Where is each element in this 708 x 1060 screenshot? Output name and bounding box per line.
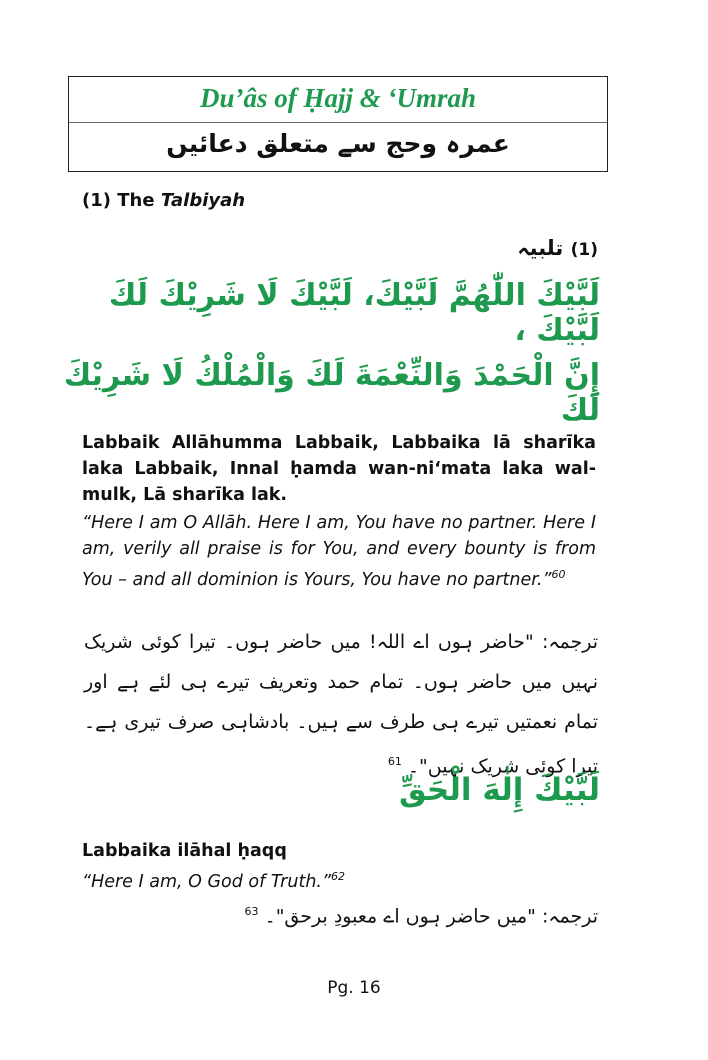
urdu-section-number: (1)	[570, 240, 598, 260]
talbiyah-arabic-line-2: إِنَّ الْحَمْدَ وَالنِّعْمَةَ لَكَ وَالْمُلْكُ لَا شَرِيْكَ لَكَ	[63, 358, 600, 428]
second-dua-arabic: لَبَّيْكَ إِلٰهَ الْحَقِّ	[398, 772, 600, 808]
footnote-ref: 63	[244, 905, 259, 918]
footnote-ref: 62	[331, 870, 346, 883]
second-dua-translation	[82, 864, 596, 895]
footnote-ref: 61	[387, 755, 402, 768]
second-dua-translation-text: “Here I am, O God of Truth.”	[82, 871, 332, 892]
talbiyah-urdu-translation	[84, 622, 598, 786]
talbiyah-arabic-line-1: لَبَّيْكَ اللّٰهُمَّ لَبَّيْكَ، لَبَّيْكَ لَا شَرِيْكَ لَكَ لَبَّيْكَ ،	[108, 278, 600, 348]
second-dua-transliteration: Labbaika ilāhal ḥaqq	[82, 841, 287, 861]
section-number: (1)	[82, 190, 111, 211]
title-urdu: عمرہ وحج سے متعلق دعائیں	[166, 129, 510, 158]
talbiyah-transliteration: Labbaik Allāhumma Labbaik, Labbaika lā sharīka laka Labbaik, Innal ḥamda wan-ni‘mata laka wal-mulk, Lā sharīka lak.	[82, 433, 596, 505]
title-english: Du’âs of Ḥajj & ‘Umrah	[199, 83, 477, 113]
title-box	[68, 76, 608, 172]
section-heading	[82, 190, 245, 211]
title-divider	[69, 122, 607, 123]
talbiyah-translation-text: “Here I am O Allāh. Here I am, You have no partner. Here I am, verily all praise is for You, and every bounty is from You – and all dominion is Yours, You have no partner.”	[82, 513, 596, 590]
section-label-prefix: The	[117, 190, 155, 211]
second-dua-urdu-text: ترجمہ: "میں حاضر ہوں اے معبودِ برحق"۔	[264, 905, 598, 928]
footnote-ref: 60	[551, 568, 566, 581]
urdu-section-label: تلبیہ	[517, 236, 564, 260]
talbiyah-translation	[82, 510, 596, 593]
page-number: Pg. 16	[327, 978, 381, 998]
second-dua-urdu-translation	[84, 892, 598, 936]
urdu-section-heading	[517, 236, 598, 260]
talbiyah-urdu-text: ترجمہ: "حاضر ہوں اے اللہ! میں حاضر ہوں۔ تیرا کوئی شریک نہیں میں حاضر ہوں۔ تمام حمد وتعریف تیرے ہی لئے ہے اور تمام نعمتیں تیرے ہی طرف سے ہیں۔ بادشاہی صرف تیری ہے۔ تیرا کوئی شریک نہیں"۔	[84, 631, 598, 778]
section-label-italic: Talbiyah	[160, 190, 246, 211]
